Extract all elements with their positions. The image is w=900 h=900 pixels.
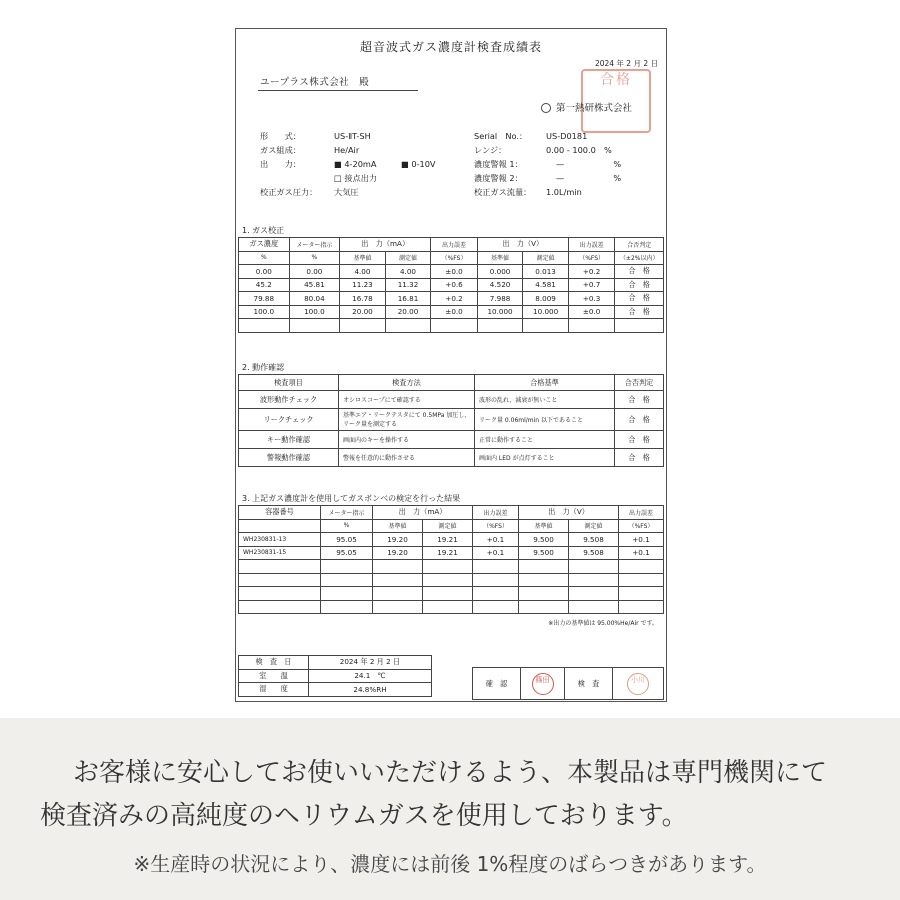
table-row [473,668,664,700]
table-subheader: （±2%以内） [615,251,664,265]
table-cell: +0.1 [619,546,664,560]
table-subheader: % [239,251,290,265]
table-row [239,265,664,279]
table-subheader: 測定値 [569,519,619,533]
table-header: 出 力（V） [477,238,568,252]
inspect-label: 検 査 [565,668,613,700]
table-header: 出力誤差 [473,506,519,520]
company-name: 第一熱研株式会社 [556,103,633,114]
table-row [239,669,432,683]
table-cell: 合 格 [615,305,664,319]
table-subheader: 基準値 [373,519,423,533]
table-cell: 合 格 [615,292,664,306]
table-row [239,292,664,306]
table-cell: 11.32 [385,278,431,292]
table-subheader-row [239,519,664,533]
table-cell: 基準エア・リークテスタにて 0.5MPa 加圧し、リーク量を測定する [339,409,475,431]
table-subheader: （%FS） [568,251,615,265]
caption-line-1: お客様に安心してお使いいただけるよう、本製品は専門機関にて [72,758,827,788]
table-header-row [239,238,664,252]
table-subheader: 測定値 [423,519,473,533]
client-name: ユープラス株式会社 殿 [260,77,370,88]
table-row [239,391,664,409]
table-header: 出力誤差 [431,238,478,252]
table-subheader: 基準値 [477,251,523,265]
table-cell: リークチェック [239,409,339,431]
inspection-conditions-table [238,655,432,697]
table-header: 出 力（mA） [373,506,473,520]
table-cell: 0.013 [523,265,569,279]
table-row [239,656,432,670]
table-cell: 45.81 [289,278,340,292]
table-cell: 19.20 [373,533,423,547]
alarm2-value: — % [556,173,622,183]
company-logo-icon [541,103,551,113]
table-row-empty [239,573,664,587]
table-cell: 0.00 [239,265,290,279]
table-cell: 室 温 [239,669,309,683]
table-cell: ±0.0 [431,305,478,319]
table-header: メーター指示 [289,238,340,252]
table-cell: 20.00 [385,305,431,319]
table-cell: +0.6 [431,278,478,292]
table-row [239,683,432,697]
table-cell: 79.88 [239,292,290,306]
table-cell: 11.23 [340,278,386,292]
table-subheader: % [321,519,373,533]
alarm2-label: 濃度警報 2： [474,173,523,183]
table-cell: 4.00 [340,265,386,279]
confirm-stamp: 篠田 [532,673,554,695]
operation-table [238,374,664,467]
table-cell: 9.508 [569,533,619,547]
table-header-row [239,375,664,391]
table-cell: +0.2 [568,265,615,279]
table-cell: オシロスコープにて確認する [339,391,475,409]
alarm1-value: — % [556,159,622,169]
serial-label: Serial No.： [474,131,528,141]
caption-note: ※生産時の状況により、濃度には前後 1%程度のばらつきがあります。 [133,852,767,876]
table-row [239,533,664,547]
table-header: 出力誤差 [619,506,664,520]
table-row-empty [239,560,664,574]
table-header: 合格基準 [475,375,615,391]
pressure-label: 校正ガス圧力： [260,187,318,197]
table-cell: 4.00 [385,265,431,279]
table-cell: 20.00 [340,305,386,319]
table-subheader-row [239,251,664,265]
table-cell: 10.000 [523,305,569,319]
table-cell: ±0.0 [431,265,478,279]
table-cell: +0.7 [568,278,615,292]
table-cell: 9.508 [569,546,619,560]
table-header: メーター指示 [321,506,373,520]
table-cell: 80.04 [289,292,340,306]
seal-text: 合格 [600,72,632,88]
table-row [239,409,664,431]
output-label: 出 力： [260,159,301,169]
section-cylinder-title: 3. 上記ガス濃度計を使用してガスボンベの検定を行った結果 [242,494,461,503]
table-cell: 4.581 [523,278,569,292]
table-cell: 合 格 [615,431,664,449]
table-cell: 8.009 [523,292,569,306]
table-cell: 4.520 [477,278,523,292]
table-cell: 合 格 [615,265,664,279]
table-cell: 95.05 [321,533,373,547]
table-subheader: （%FS） [619,519,664,533]
section-calibration-title: 1. ガス校正 [242,226,285,235]
table-row [239,278,664,292]
table-cell: +0.3 [568,292,615,306]
confirm-stamp-cell [521,668,565,700]
table-row-empty [239,600,664,614]
table-subheader: 測定値 [523,251,569,265]
confirm-label: 確 認 [473,668,521,700]
table-cell: 警報を任意的に動作させる [339,449,475,467]
table-cell: +0.2 [431,292,478,306]
table-header: ガス濃度 [239,238,290,252]
table-cell: 波形の乱れ、減衰が無いこと [475,391,615,409]
table-cell: 16.81 [385,292,431,306]
table-cell: 16.78 [340,292,386,306]
approval-table [472,667,664,700]
table-cell: 2024 年 2 月 2 日 [309,656,432,670]
table-cell: ±0.0 [568,305,615,319]
table-header-row [239,506,664,520]
output-option-v: ■ 0-10V [401,159,436,169]
table-cell: +0.1 [619,533,664,547]
table-cell: +0.1 [473,533,519,547]
table-header: 出力誤差 [568,238,615,252]
table-cell: 0.000 [477,265,523,279]
gas-value: He/Air [334,145,360,155]
model-label: 形 式： [260,131,301,141]
table-cell: 合 格 [615,391,664,409]
model-value: US-ⅡT-SH [334,131,371,141]
table-cell: 100.0 [239,305,290,319]
table-header: 容器番号 [239,506,321,520]
company-seal [581,69,651,133]
table-cell: 7.988 [477,292,523,306]
caption-line-2: 検査済みの高純度のヘリウムガスを使用しております。 [40,801,688,831]
table-subheader: （%FS） [473,519,519,533]
report-date: 2024 年 2 月 2 日 [594,59,658,68]
table-subheader: % [289,251,340,265]
table-subheader: 基準値 [519,519,569,533]
inspect-stamp: 小川 [627,673,649,695]
table-cell: 警報動作確認 [239,449,339,467]
table-subheader: 測定値 [385,251,431,265]
table-cell: 正常に動作すること [475,431,615,449]
table-cell: 19.21 [423,533,473,547]
table-row [239,546,664,560]
table-cell: 波形動作チェック [239,391,339,409]
inspect-stamp-cell [613,668,664,700]
table-cell: 9.500 [519,533,569,547]
table-cell: +0.1 [473,546,519,560]
pressure-value: 大気圧 [334,187,359,197]
table-cell: リーク量 0.06ml/min 以下であること [475,409,615,431]
table-row-empty [239,319,664,333]
table-cell: 45.2 [239,278,290,292]
cylinder-note: ※出力の基準値は 95.00%He/Air です。 [548,620,658,627]
table-cell: WH230831-13 [239,533,321,547]
table-subheader: （%FS） [431,251,478,265]
table-cell: 合 格 [615,409,664,431]
table-cell: 検 査 日 [239,656,309,670]
table-cell: 24.1 ℃ [309,669,432,683]
alarm1-label: 濃度警報 1： [474,159,523,169]
table-cell: 10.000 [477,305,523,319]
section-operation-title: 2. 動作確認 [242,363,285,372]
calibration-table [238,237,664,333]
table-cell: 19.21 [423,546,473,560]
table-cell: WH230831-15 [239,546,321,560]
table-header: 検査方法 [339,375,475,391]
table-cell: 画面内のキーを操作する [339,431,475,449]
gas-label: ガス組成： [260,145,301,155]
table-cell: 0.00 [289,265,340,279]
flow-label: 校正ガス流量： [474,187,532,197]
cylinder-table [238,505,664,614]
table-cell: 画面内 LED が点灯すること [475,449,615,467]
table-cell: 19.20 [373,546,423,560]
table-header: 出 力（V） [519,506,619,520]
table-cell: 9.500 [519,546,569,560]
table-header: 検査項目 [239,375,339,391]
table-cell: 24.8%RH [309,683,432,697]
table-header: 出 力（mA） [340,238,431,252]
table-cell: 100.0 [289,305,340,319]
table-cell: 湿 度 [239,683,309,697]
table-cell: 95.05 [321,546,373,560]
table-row [239,431,664,449]
table-row-empty [239,587,664,601]
flow-value: 1.0L/min [546,187,582,197]
table-subheader: 基準値 [340,251,386,265]
table-cell: 合 格 [615,278,664,292]
serial-value: US-D0181 [546,131,588,141]
range-value: 0.00 - 100.0 % [546,145,612,155]
output-option-ma: ■ 4-20mA [334,159,377,169]
table-row [239,449,664,467]
table-header: 合否判定 [615,238,664,252]
inspection-report [235,28,667,702]
table-header: 合否判定 [615,375,664,391]
output-option-contact: □ 接点出力 [334,173,378,183]
table-cell: 合 格 [615,449,664,467]
report-title: 超音波式ガス濃度計検査成績表 [359,40,542,54]
table-row [239,305,664,319]
client-underline [258,90,418,91]
table-cell: キー動作確認 [239,431,339,449]
range-label: レンジ： [474,145,507,155]
